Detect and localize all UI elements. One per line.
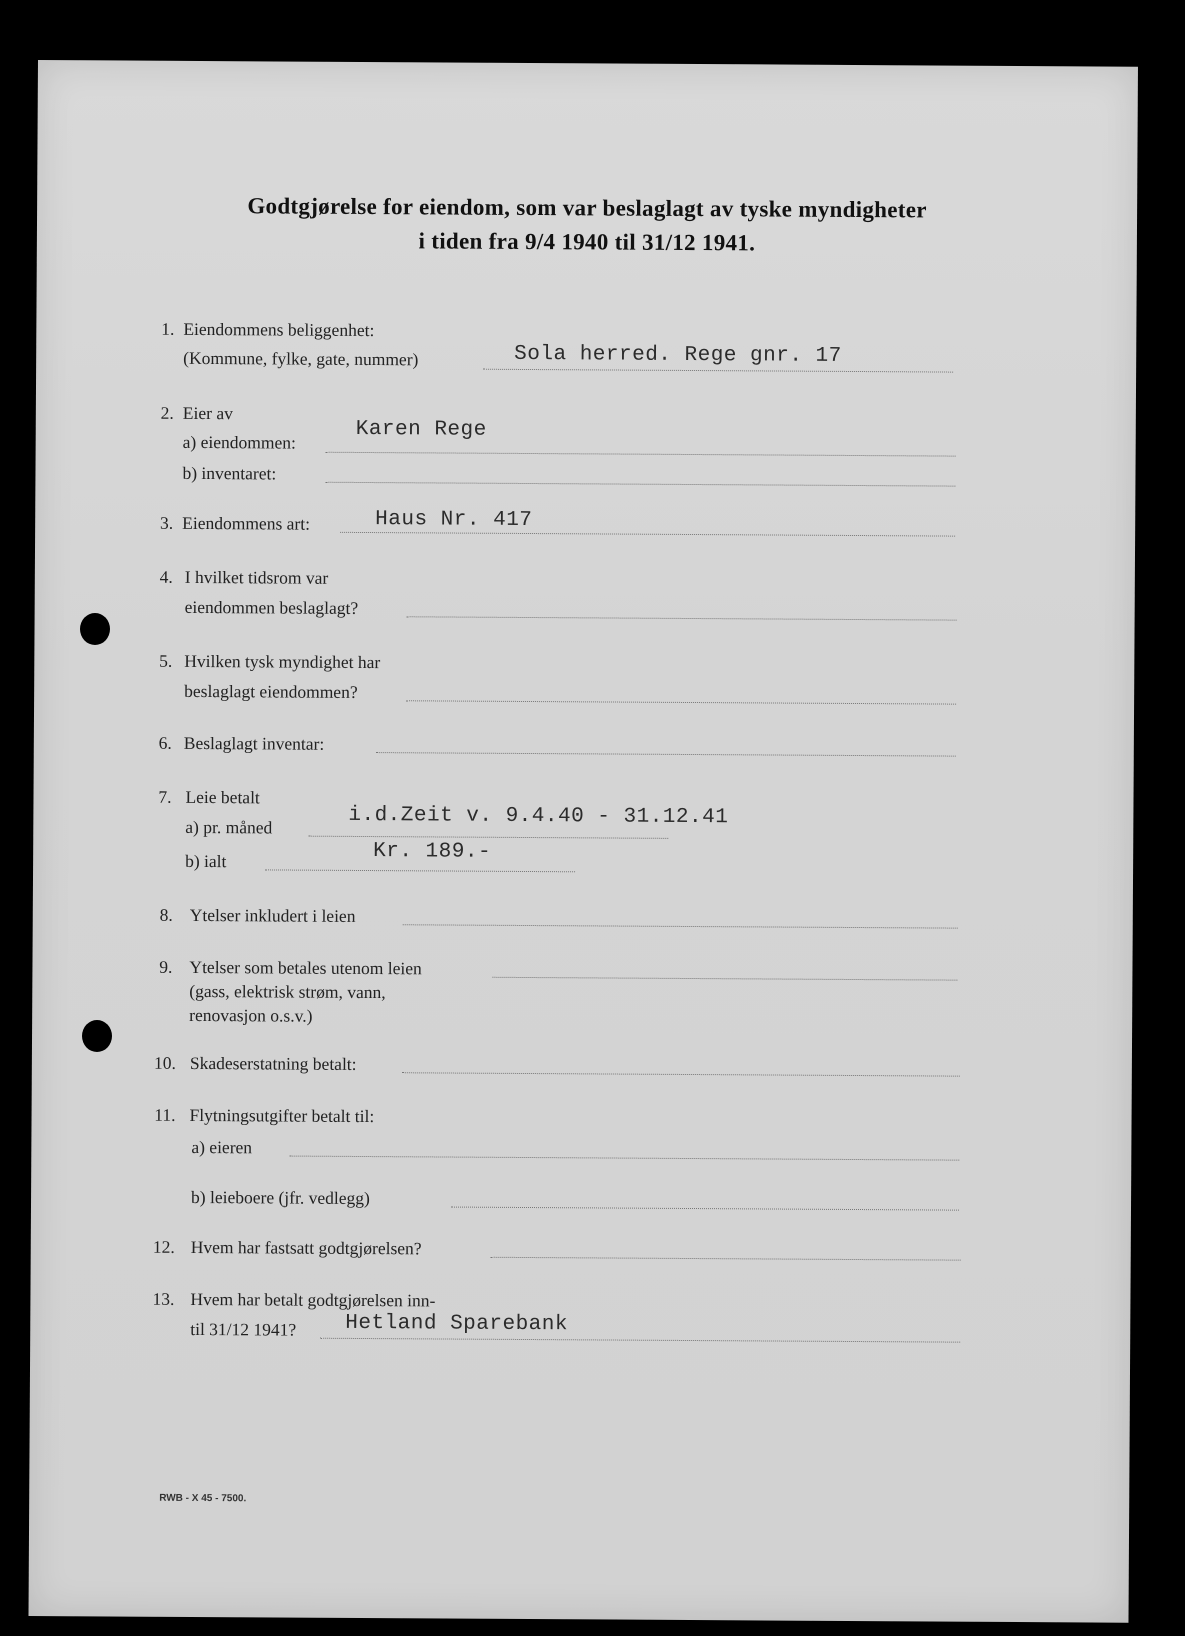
item-6-label: Beslaglagt inventar: — [183, 732, 325, 754]
item-7a-label: a) pr. måned — [185, 816, 273, 838]
item-8-dotted-line — [403, 924, 958, 928]
item-11b-label: b) leieboere (jfr. vedlegg) — [190, 1186, 370, 1209]
item-11-number: 11. — [154, 1104, 176, 1125]
item-9-label: Ytelser som betales utenom leien — [189, 956, 422, 979]
item-1-value: Sola herred. Rege gnr. 17 — [514, 342, 842, 368]
punch-hole-lower — [82, 1020, 112, 1052]
item-1-sublabel: (Kommune, fylke, gate, nummer) — [183, 347, 419, 370]
item-5-sublabel: beslaglagt eiendommen? — [184, 680, 358, 702]
item-13-number: 13. — [152, 1288, 175, 1309]
item-11a-dotted-line — [289, 1156, 959, 1161]
item-1-label: Eiendommens beliggenhet: — [183, 318, 375, 341]
item-13-value: Hetland Sparebank — [345, 1311, 569, 1337]
item-5-number: 5. — [159, 650, 173, 671]
item-9-sublabel-1: (gass, elektrisk strøm, vann, — [189, 980, 386, 1003]
punch-hole-upper — [80, 613, 110, 645]
item-5-dotted-line — [406, 700, 956, 704]
item-4-sublabel: eiendommen beslaglagt? — [184, 596, 359, 618]
item-6-dotted-line — [376, 752, 956, 757]
item-2b-dotted-line — [325, 482, 955, 487]
item-3-label: Eiendommens art: — [182, 512, 311, 534]
item-1-dotted-line — [483, 369, 953, 373]
item-11b-dotted-line — [451, 1207, 959, 1211]
item-2b-label: b) inventaret: — [182, 462, 277, 484]
item-7b-label: b) ialt — [185, 850, 227, 872]
item-3-number: 3. — [159, 512, 174, 533]
form-title-line2: i tiden fra 9/4 1940 til 31/12 1941. — [418, 228, 756, 256]
item-11-label: Flytningsutgifter betalt til: — [189, 1104, 375, 1127]
item-7-label: Leie betalt — [185, 786, 260, 808]
item-2a-dotted-line — [326, 452, 956, 457]
print-code: RWB - X 45 - 7500. — [159, 1492, 247, 1505]
item-7a-dotted-line — [308, 836, 668, 839]
item-2-number: 2. — [160, 402, 174, 423]
item-2a-value: Karen Rege — [355, 417, 487, 442]
item-12-label: Hvem har fastsatt godtgjørelsen? — [190, 1236, 422, 1259]
item-10-label: Skadeserstatning betalt: — [189, 1052, 357, 1074]
item-11a-label: a) eieren — [191, 1136, 253, 1158]
item-3-value: Haus Nr. 417 — [375, 508, 533, 533]
item-9-dotted-line — [492, 977, 957, 981]
item-6-number: 6. — [158, 732, 172, 753]
item-12-dotted-line — [491, 1257, 961, 1261]
item-10-number: 10. — [153, 1052, 176, 1073]
item-4-dotted-line — [407, 616, 957, 620]
item-12-number: 12. — [152, 1236, 175, 1257]
item-9-number: 9. — [159, 956, 173, 977]
item-3-dotted-line — [340, 532, 955, 537]
item-13-sublabel: til 31/12 1941? — [190, 1318, 297, 1340]
item-7-number: 7. — [158, 786, 172, 807]
item-9-sublabel-2: renovasjon o.s.v.) — [189, 1004, 313, 1026]
item-1-number: 1. — [161, 318, 175, 339]
item-13-dotted-line — [320, 1338, 960, 1343]
form-page — [28, 60, 1137, 1623]
item-4-number: 4. — [159, 566, 173, 587]
item-8-number: 8. — [159, 904, 173, 925]
item-7b-dotted-line — [265, 869, 575, 872]
item-10-dotted-line — [402, 1072, 960, 1076]
item-2a-label: a) eiendommen: — [182, 431, 296, 453]
item-7b-value: Kr. 189.- — [373, 840, 492, 864]
item-5-label: Hvilken tysk myndighet har — [184, 650, 381, 673]
item-2-label: Eier av — [182, 402, 233, 424]
item-7a-value: i.d.Zeit v. 9.4.40 - 31.12.41 — [348, 803, 729, 830]
item-13-label: Hvem har betalt godtgjørelsen inn- — [190, 1288, 436, 1311]
item-4-label: I hvilket tidsrom var — [184, 566, 329, 588]
item-8-label: Ytelser inkludert i leien — [189, 904, 356, 926]
form-title-line1: Godtgjørelse for eiendom, som var beslaglagt av tyske myndigheter — [247, 193, 927, 223]
